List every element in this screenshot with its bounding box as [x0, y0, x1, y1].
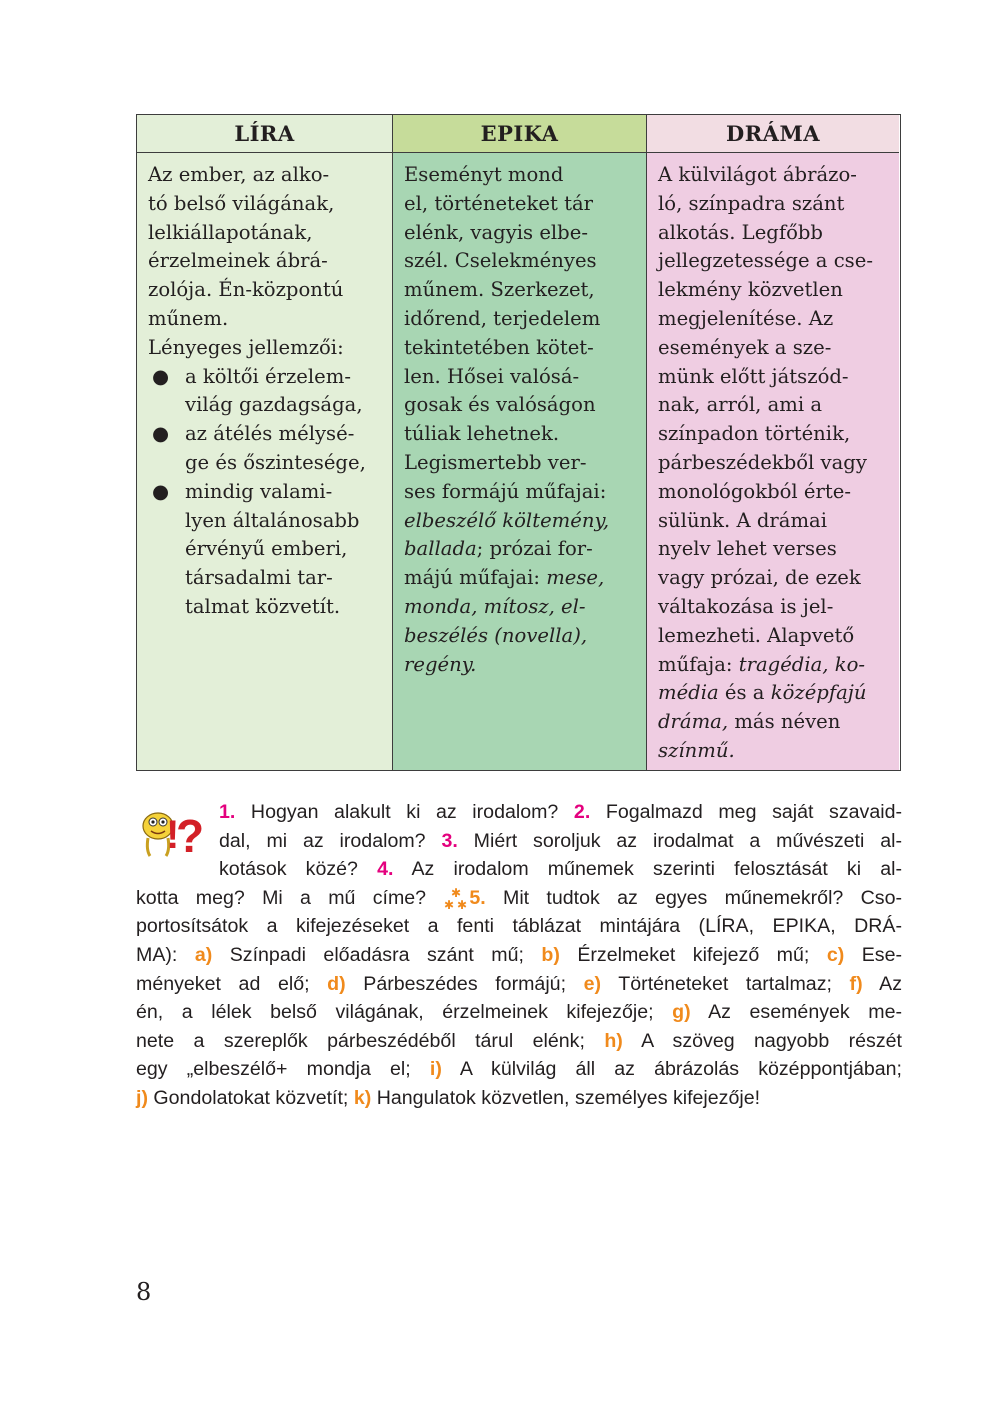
difficulty-stars-icon	[443, 886, 469, 912]
epika-line: beszélés (novella),	[404, 623, 588, 647]
lira-line: tó belső világának,	[148, 191, 335, 215]
lira-bullet-item: ● a költői érzelem-	[148, 363, 382, 392]
drama-line: dráma, más néven	[658, 710, 841, 734]
exercise-line: j) Gondolatokat közvetít; k) Hangulatok közvetlen, személyes kifejezője!	[136, 1086, 761, 1109]
exercise-line: egy „elbeszélő+ mondja el; i) A külvilág áll az ábrázolás középpontjában;	[136, 1058, 902, 1081]
exercise-line: kotások közé? 4. Az irodalom műnemek szerinti felosztását ki al-	[219, 858, 902, 881]
bullet-icon: ●	[152, 422, 170, 446]
svg-text:!: !	[166, 813, 180, 857]
drama-line: nyelv lehet verses	[658, 537, 837, 561]
drama-line: vagy prózai, de ezek	[658, 566, 861, 590]
header-drama: DRÁMA	[647, 115, 899, 153]
drama-line: monológokból érte-	[658, 479, 851, 503]
drama-line: színmű.	[658, 738, 735, 762]
drama-line: váltakozása is jel-	[658, 594, 834, 618]
epika-line: szél. Cselekményes	[404, 249, 597, 273]
exercise-line: nete a szereplők párbeszédéből tárul elénk; h) A szöveg nagyobb részét	[136, 1029, 902, 1052]
epika-line: Eseményt mond	[404, 163, 564, 186]
epika-line: ballada; prózai for-	[404, 537, 593, 561]
lira-line: érvényű emberi,	[185, 537, 348, 561]
drama-line: alkotás. Legfőbb	[658, 220, 823, 244]
exercise-line: én, a lélek belső világának, érzelmeinek kifejezője; g) Az események me-	[136, 1001, 903, 1024]
exercise-block	[136, 798, 902, 1113]
svg-text:✱: ✱	[451, 885, 462, 900]
lira-line: világ gazdagsága,	[185, 393, 363, 417]
header-lira: LÍRA	[137, 115, 392, 153]
genre-table	[136, 114, 901, 771]
epika-line: túliak lehetnek.	[404, 422, 560, 446]
lira-line: talmat közvetít.	[185, 594, 341, 618]
drama-line: münk előtt játszód-	[658, 364, 849, 388]
drama-line: ló, színpadra szánt	[658, 191, 845, 215]
exercise-line: portosítsátok a kifejezéseket a fenti táblázat mintájára (LÍRA, EPIKA, DRÁ-	[136, 915, 902, 938]
page-number: 8	[136, 1278, 152, 1306]
epika-line: elénk, vagyis elbe-	[404, 220, 588, 244]
drama-line: A külvilágot ábrázo-	[658, 163, 857, 186]
epika-line: tekintetében kötet-	[404, 335, 594, 359]
exercise-line: MA): a) Színpadi előadásra szánt mű; b) Érzelmeket kifejező mű; c) Ese-	[136, 943, 902, 966]
drama-line: lemezheti. Alapvető	[658, 623, 855, 647]
epika-line: ses formájú műfajai:	[404, 479, 607, 503]
epika-line: Legismertebb ver-	[404, 450, 587, 474]
drama-line: média és a középfajú	[658, 681, 867, 705]
drama-line: színpadon történik,	[658, 422, 851, 446]
drama-line: műfaja: tragédia, ko-	[658, 652, 866, 676]
drama-cell	[647, 153, 899, 770]
epika-line: el, történeteket tár	[404, 191, 594, 215]
lira-line: Lényeges jellemzői:	[148, 335, 344, 359]
svg-text:✱: ✱	[457, 897, 468, 912]
epika-line: regény.	[404, 652, 477, 676]
lira-line: lyen általánosabb	[185, 508, 360, 532]
lira-line: érzelmeinek ábrá-	[148, 249, 328, 273]
lira-line: társadalmi tar-	[185, 566, 333, 590]
lira-line: lelkiállapotának,	[148, 220, 313, 244]
drama-line: nak, arról, ami a	[658, 393, 823, 417]
epika-line: műnem. Szerkezet,	[404, 278, 595, 302]
bullet-icon: ●	[152, 479, 170, 503]
lira-cell	[137, 153, 392, 770]
epika-line: monda, mítosz, el-	[404, 594, 586, 618]
lira-line: ge és őszintesége,	[185, 450, 366, 474]
epika-line: len. Hősei valósá-	[404, 364, 580, 388]
epika-line: időrend, terjedelem	[404, 306, 601, 330]
bullet-icon: ●	[152, 364, 170, 388]
lira-line: zolója. Én-központú	[148, 278, 344, 302]
drama-line: események a sze-	[658, 335, 832, 359]
lira-line: Az ember, az alko-	[148, 163, 330, 186]
epika-line: májú műfajai: mese,	[404, 566, 605, 590]
drama-line: párbeszédekből vagy	[658, 450, 867, 474]
drama-line: sülünk. A drámai	[658, 508, 828, 532]
drama-line: lekmény közvetlen	[658, 278, 843, 302]
drama-line: jellegzetessége a cse-	[658, 249, 873, 273]
exercise-line: dal, mi az irodalom? 3. Miért soroljuk az irodalmat a művészeti al-	[219, 829, 902, 852]
drama-line: megjelenítése. Az	[658, 306, 834, 330]
exercise-line: kotta meg? Mi a mű címe? ✱ ✱ ✱ 5. Mit tudtok az egyes műnemekről? Cso-	[136, 885, 902, 912]
header-epika: EPIKA	[392, 115, 647, 153]
exercise-line: 1. Hogyan alakult ki az irodalom? 2. Fogalmazd meg saját szavaid-	[219, 801, 902, 823]
epika-line: elbeszélő költemény,	[404, 508, 610, 532]
epika-cell	[392, 153, 647, 770]
exercise-line: ményeket ad elő; d) Párbeszédes formájú; e) Történeteket tartalmaz; f) Az	[136, 972, 902, 995]
lira-bullet-item: ● az átélés mélysé-	[148, 420, 382, 449]
svg-text:✱: ✱	[444, 897, 455, 912]
lira-bullet-item: ● mindig valami-	[148, 478, 382, 507]
lira-line: műnem.	[148, 306, 229, 330]
epika-line: gosak és valóságon	[404, 393, 596, 417]
svg-text:?: ?	[176, 810, 205, 860]
